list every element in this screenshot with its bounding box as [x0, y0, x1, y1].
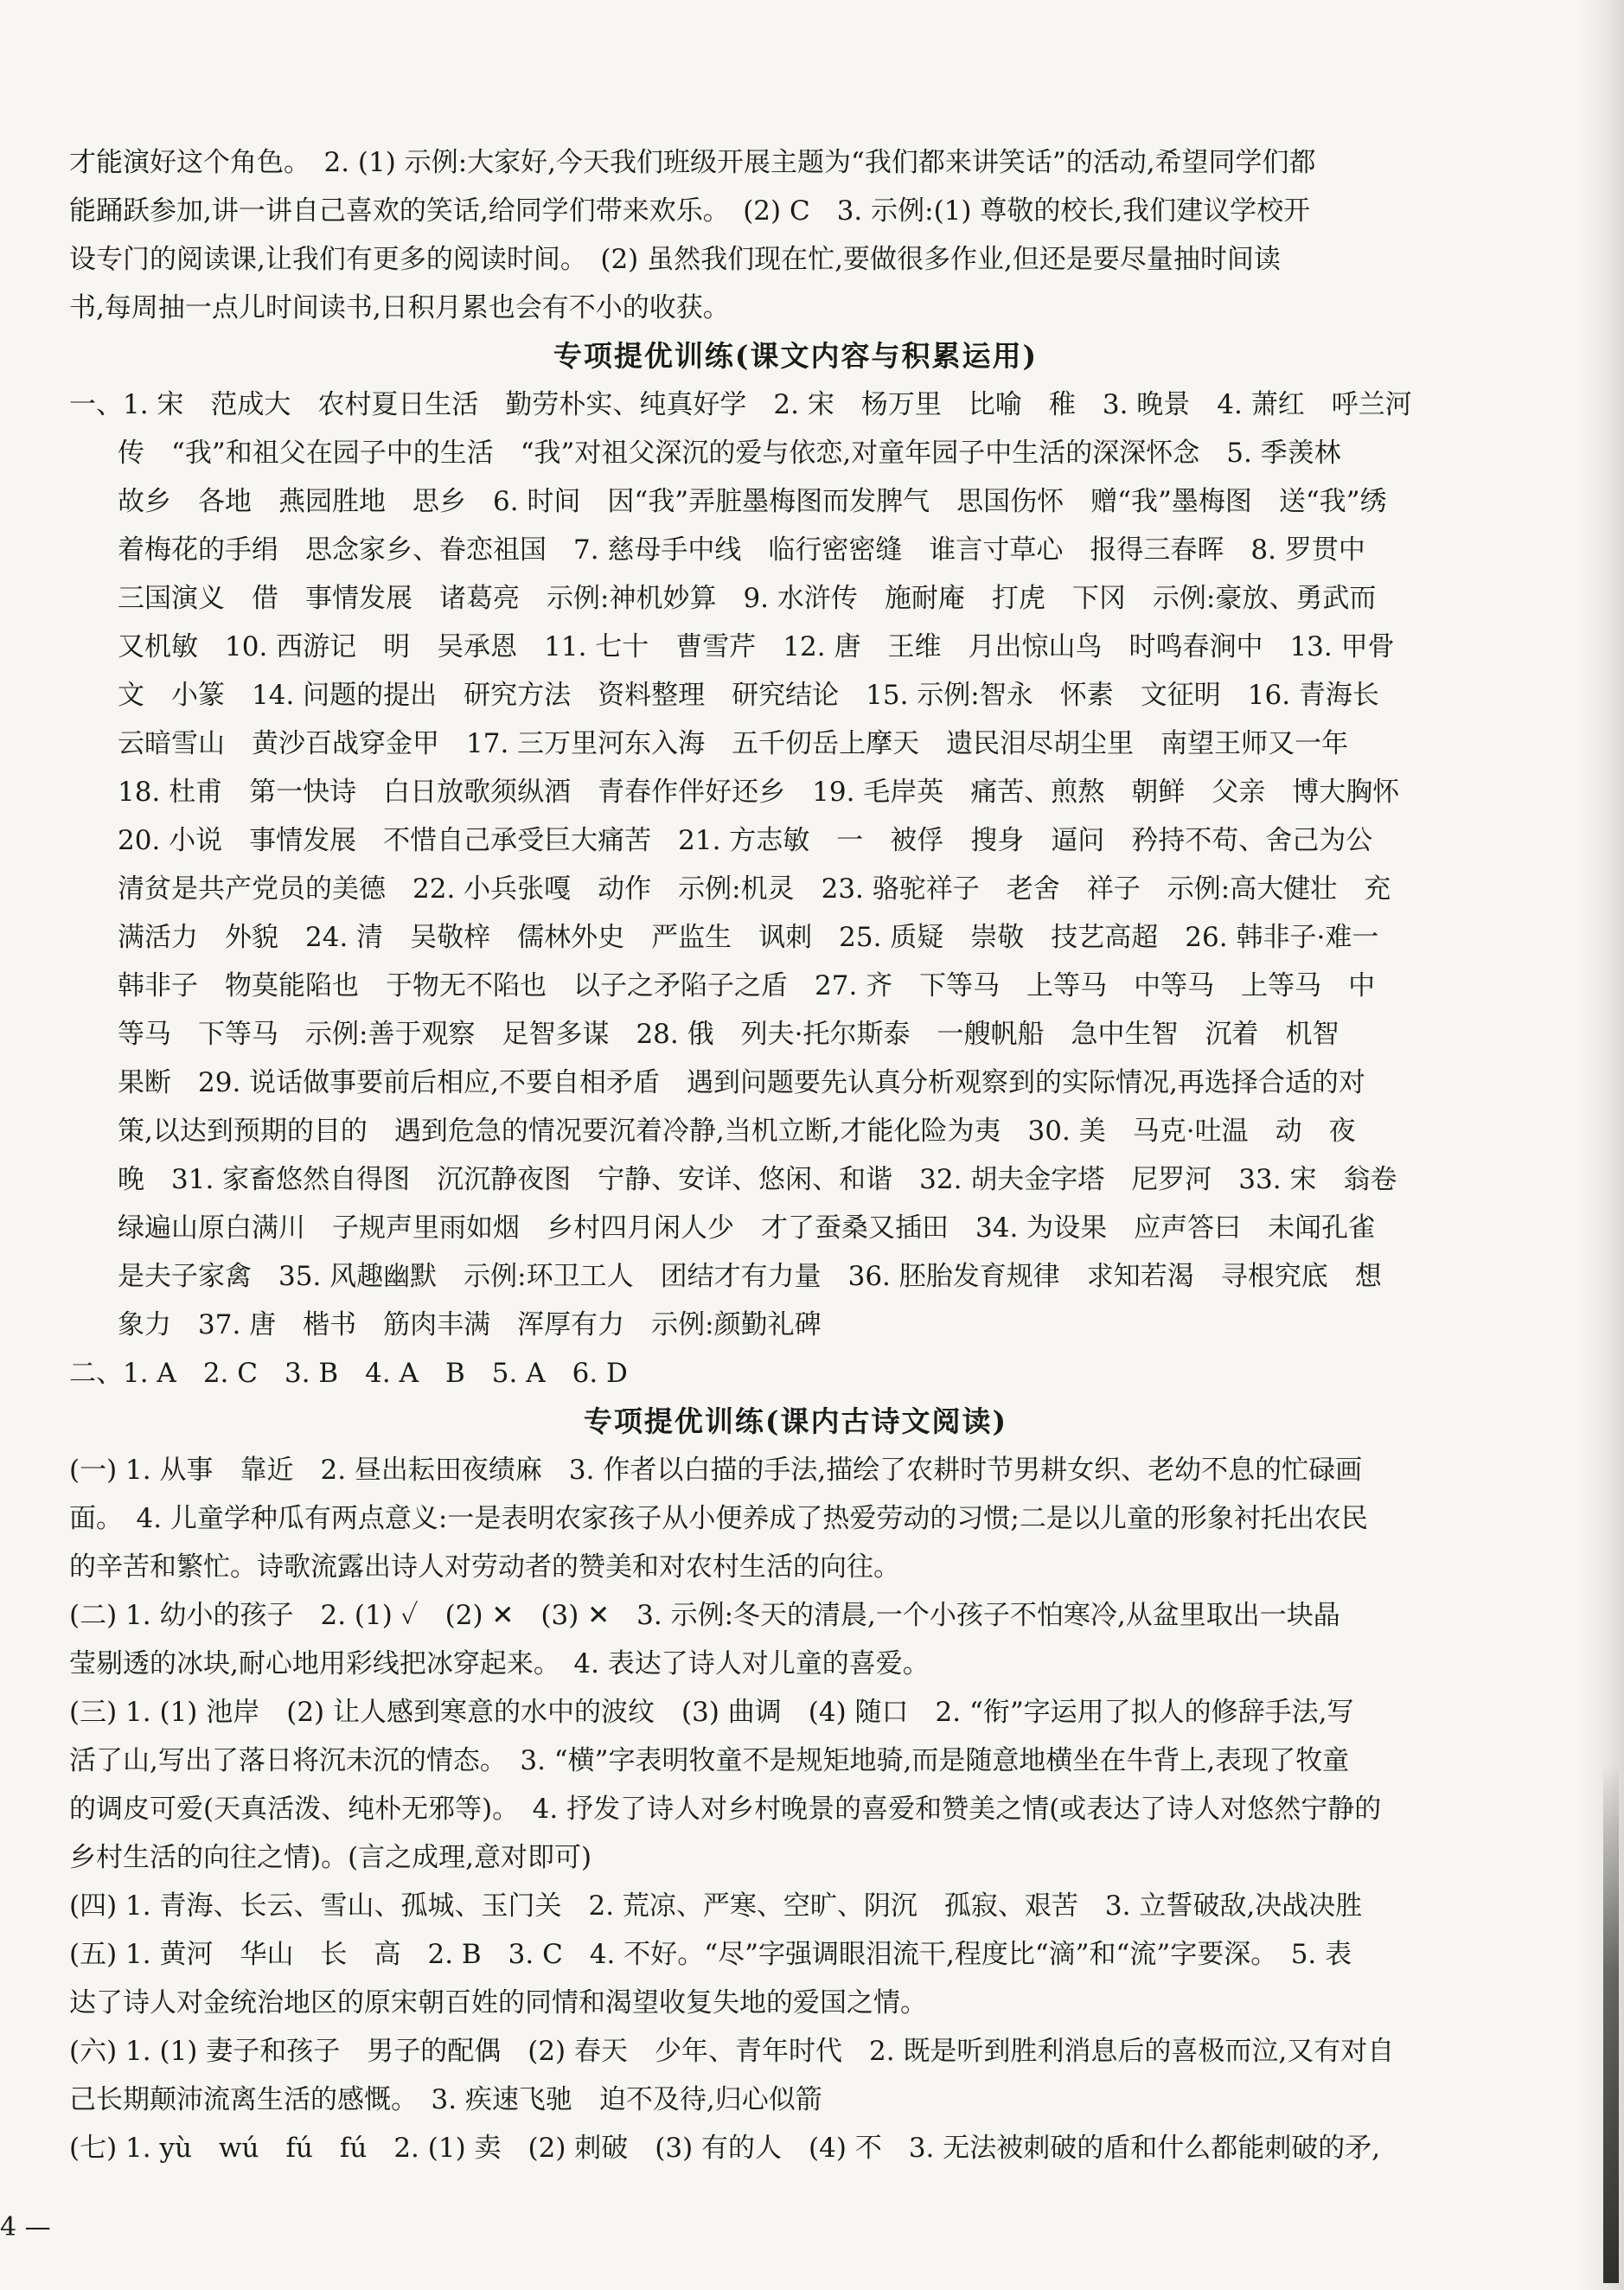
text-line: 绿遍山原白满川 子规声里雨如烟 乡村四月闲人少 才了蚕桑又插田 34. 为设果 应声答曰 未闻孔雀: [118, 1212, 1376, 1244]
text-line: 是夫子家禽 35. 风趣幽默 示例:环卫工人 团结才有力量 36. 胚胎发育规律 求知若渴 寻根究底 想: [118, 1261, 1382, 1292]
text-line: 清贫是共产党员的美德 22. 小兵张嘎 动作 示例:机灵 23. 骆驼祥子 老舍 祥子 示例:高大健壮 充: [118, 873, 1391, 905]
page-number: 4 —: [0, 2212, 51, 2242]
text-line: 活了山,写出了落日将沉未沉的情态。 3. “横”字表明牧童不是规矩地骑,而是随意地横坐在牛背上,表现了牧童: [69, 1745, 1350, 1776]
text-line: 达了诗人对金统治地区的原宋朝百姓的同情和渴望收复失地的爱国之情。: [69, 1987, 927, 2018]
text-line: 书,每周抽一点儿时间读书,日积月累也会有不小的收获。: [69, 292, 730, 323]
text-line: (五) 1. 黄河 华山 长 高 2. B 3. C 4. 不好。“尽”字强调眼泪流干,程度比“滴”和“流”字要深。 5. 表: [69, 1939, 1352, 1970]
text-line: (一) 1. 从事 靠近 2. 昼出耘田夜绩麻 3. 作者以白描的手法,描绘了农耕时节男耕女织、老幼不息的忙碌画: [69, 1455, 1363, 1486]
text-line: 的辛苦和繁忙。诗歌流露出诗人对劳动者的赞美和对农村生活的向往。: [69, 1551, 900, 1583]
text-line: 着梅花的手绢 思念家乡、眷恋祖国 7. 慈母手中线 临行密密缝 谁言寸草心 报得三春晖 8. 罗贯中: [118, 534, 1365, 566]
text-line: 设专门的阅读课,让我们有更多的阅读时间。 (2) 虽然我们现在忙,要做很多作业,但还是要尽量抽时间读: [69, 244, 1281, 275]
text-line: (二) 1. 幼小的孩子 2. (1) ✓ (2) ✕ (3) ✕ 3. 示例:冬天的清晨,一个小孩子不怕寒冷,从盆里取出一块晶: [69, 1600, 1340, 1631]
text-line: 才能演好这个角色。 2. (1) 示例:大家好,今天我们班级开展主题为“我们都来讲笑话”的活动,希望同学们都: [69, 147, 1316, 178]
section-heading-2: 专项提优训练(课内古诗文阅读): [583, 1404, 1008, 1438]
text-line: 象力 37. 唐 楷书 筋肉丰满 浑厚有力 示例:颜勤礼碑: [118, 1309, 822, 1340]
text-line: 果断 29. 说话做事要前后相应,不要自相矛盾 遇到问题要先认真分析观察到的实际情况,再选择合适的对: [118, 1067, 1365, 1098]
text-line: 能踊跃参加,讲一讲自己喜欢的笑话,给同学们带来欢乐。 (2) C 3. 示例:(1) 尊敬的校长,我们建议学校开: [69, 195, 1311, 227]
page-edge-dark-shadow: [1603, 1764, 1619, 2283]
text-line: (三) 1. (1) 池岸 (2) 让人感到寒意的水中的波纹 (3) 曲调 (4) 随口 2. “衔”字运用了拟人的修辞手法,写: [69, 1697, 1354, 1728]
text-line: 己长期颠沛流离生活的感慨。 3. 疾速飞驰 迫不及待,归心似箭: [69, 2084, 822, 2115]
text-line: 等马 下等马 示例:善于观察 足智多谋 28. 俄 列夫·托尔斯泰 一艘帆船 急中生智 沉着 机智: [118, 1019, 1339, 1050]
text-line: (六) 1. (1) 妻子和孩子 男子的配偶 (2) 春天 少年、青年时代 2. 既是听到胜利消息后的喜极而泣,又有对自: [69, 2036, 1395, 2067]
section-heading-1: 专项提优训练(课文内容与积累运用): [553, 339, 1039, 373]
text-line: 文 小篆 14. 问题的提出 研究方法 资料整理 研究结论 15. 示例:智永 怀素 文征明 16. 青海长: [118, 680, 1379, 711]
text-line: 故乡 各地 燕园胜地 思乡 6. 时间 因“我”弄脏墨梅图而发脾气 思国伤怀 赠“我”墨梅图 送“我”绣: [118, 486, 1387, 517]
text-line: 晚 31. 家畜悠然自得图 沉沉静夜图 宁静、安详、悠闲、和谐 32. 胡夫金字塔 尼罗河 33. 宋 翁卷: [118, 1164, 1397, 1195]
text-line: 策,以达到预期的目的 遇到危急的情况要沉着冷静,当机立断,才能化险为夷 30. 美 马克·吐温 动 夜: [118, 1116, 1356, 1147]
text-line: 乡村生活的向往之情)。(言之成理,意对即可): [69, 1842, 592, 1873]
text-line: 面。 4. 儿童学种瓜有两点意义:一是表明农家孩子从小便养成了热爱劳动的习惯;二是以儿童的形象衬托出农民: [69, 1503, 1368, 1534]
text-line: 二、1. A 2. C 3. B 4. A B 5. A 6. D: [69, 1358, 628, 1389]
text-line: 满活力 外貌 24. 清 吴敬梓 儒林外史 严监生 讽刺 25. 质疑 崇敬 技艺高超 26. 韩非子·难一: [118, 922, 1379, 953]
text-line: 一、1. 宋 范成大 农村夏日生活 勤劳朴实、纯真好学 2. 宋 杨万里 比喻 稚 3. 晚景 4. 萧红 呼兰河: [69, 389, 1412, 420]
text-line: 20. 小说 事情发展 不惜自己承受巨大痛苦 21. 方志敏 一 被俘 搜身 逼问 矜持不苟、舍己为公: [118, 825, 1373, 856]
text-line: (四) 1. 青海、长云、雪山、孤城、玉门关 2. 荒凉、严寒、空旷、阴沉 孤寂、艰苦 3. 立誓破敌,决战决胜: [69, 1890, 1363, 1922]
text-line: 又机敏 10. 西游记 明 吴承恩 11. 七十 曹雪芹 12. 唐 王维 月出惊山鸟 时鸣春涧中 13. 甲骨: [118, 631, 1395, 662]
text-line: 云暗雪山 黄沙百战穿金甲 17. 三万里河东入海 五千仞岳上摩天 遗民泪尽胡尘里 南望王师又一年: [118, 728, 1349, 759]
text-line: 韩非子 物莫能陷也 于物无不陷也 以子之矛陷子之盾 27. 齐 下等马 上等马 中等马 上等马 中: [118, 970, 1376, 1001]
text-line: 莹剔透的冰块,耐心地用彩线把冰穿起来。 4. 表达了诗人对儿童的喜爱。: [69, 1648, 930, 1679]
text-line: (七) 1. yù wú fú fú 2. (1) 卖 (2) 刺破 (3) 有的人 (4) 不 3. 无法被刺破的盾和什么都能刺破的矛,: [69, 2133, 1381, 2164]
text-line: 的调皮可爱(天真活泼、纯朴无邪等)。 4. 抒发了诗人对乡村晚景的喜爱和赞美之情(或表达了诗人对悠然宁静的: [69, 1794, 1382, 1825]
text-line: 18. 杜甫 第一快诗 白日放歌须纵酒 青春作伴好还乡 19. 毛岸英 痛苦、煎熬 朝鲜 父亲 博大胸怀: [118, 777, 1400, 808]
text-line: 三国演义 借 事情发展 诸葛亮 示例:神机妙算 9. 水浒传 施耐庵 打虎 下冈 示例:豪放、勇武而: [118, 583, 1377, 614]
answer-text-body: [69, 138, 1522, 2172]
text-line: 传 “我”和祖父在园子中的生活 “我”对祖父深沉的爱与依恋,对童年园子中生活的深深怀念 5. 季羡林: [118, 438, 1341, 469]
